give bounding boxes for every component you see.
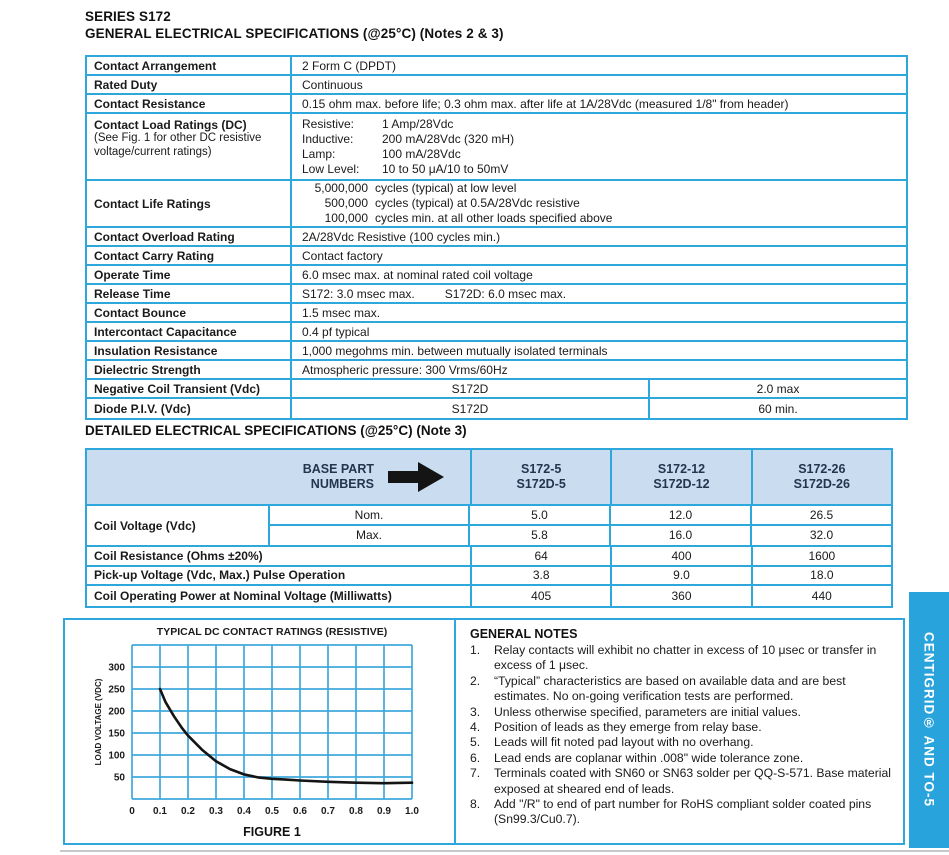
general-notes-title: GENERAL NOTES: [470, 627, 578, 641]
svg-text:TYPICAL DC CONTACT RATINGS (RE: TYPICAL DC CONTACT RATINGS (RESISTIVE): [156, 626, 388, 638]
table-row: [87, 342, 906, 361]
centigrid-to5-side-tab: [909, 592, 949, 848]
spec-value: 2.0 max: [756, 381, 800, 396]
spec-value: Contact factory: [302, 248, 383, 263]
spec-label: Negative Coil Transient (Vdc): [87, 380, 292, 397]
note-item: 8. Add "/R" to end of part number for RoHS compliant solder coated pins (Sn99.3/Cu0.7).: [470, 797, 872, 827]
value-cell: 18.0: [810, 568, 834, 583]
sub-label: Nom.: [270, 506, 470, 524]
value-cell: 5.8: [470, 526, 611, 546]
value-cell: 440: [811, 588, 832, 603]
spec-value: 2 Form C (DPDT): [302, 58, 396, 73]
value-cell: 360: [612, 586, 752, 606]
spec-label: Pick-up Voltage (Vdc, Max.) Pulse Operation: [87, 567, 472, 585]
table-row: [87, 95, 906, 114]
svg-text:0: 0: [129, 806, 135, 817]
figure-and-notes-box: [63, 618, 905, 845]
svg-text:100: 100: [108, 750, 125, 762]
svg-text:0.9: 0.9: [377, 806, 391, 817]
page-bottom-rule: [60, 850, 949, 852]
detailed-specs-table: [85, 448, 893, 608]
spec-value: 2A/28Vdc Resistive (100 cycles min.): [302, 229, 501, 244]
spec-value: Continuous: [302, 77, 363, 92]
table-row: [87, 228, 906, 247]
value-cell: 1600: [808, 548, 836, 563]
sub-label: Max.: [270, 526, 470, 546]
table-row: [87, 323, 906, 342]
value-cell: 405: [472, 586, 612, 606]
svg-text:LOAD VOLTAGE (VDC): LOAD VOLTAGE (VDC): [94, 678, 103, 766]
table-row-coil-operating-power: [87, 586, 891, 606]
spec-label: Rated Duty: [87, 76, 292, 93]
base-part-label: BASE PART: [302, 462, 374, 476]
table-row: [87, 266, 906, 285]
side-tab-label: CENTIGRID® AND TO-5: [921, 632, 937, 808]
svg-text:50: 50: [113, 772, 125, 784]
base-part-numbers-cell: [87, 450, 472, 504]
svg-text:0.4: 0.4: [237, 806, 251, 817]
value-cell: 64: [472, 547, 612, 565]
spec-value: Resistive: 1 Amp/28Vdc Inductive: 200 mA/28Vdc (320 mH) Lamp: 100 mA/28Vdc Low Level: 10 to 50 μA/10 to 50mV: [302, 116, 515, 176]
spec-value: 0.15 ohm max. before life; 0.3 ohm max. after life at 1A/28Vdc (measured 1/8" from header): [302, 96, 789, 111]
general-notes-panel: [456, 620, 903, 843]
svg-text:0.3: 0.3: [209, 806, 223, 817]
value-cell: 5.0: [470, 506, 611, 524]
svg-text:200: 200: [108, 706, 125, 718]
table-row: [87, 57, 906, 76]
note-item: 5. Leads will fit noted pad layout with no overhang.: [470, 735, 754, 750]
base-part-label: NUMBERS: [310, 477, 374, 491]
value-cell: 32.0: [809, 528, 834, 543]
spec-label: Intercontact Capacitance: [87, 323, 292, 340]
spec-part-cell: S172D: [292, 399, 650, 418]
table-row-coil-voltage: [87, 506, 891, 547]
spec-value: 0.4 pf typical: [302, 324, 370, 339]
value-cell: 3.8: [472, 567, 612, 585]
spec-value: 1,000 megohms min. between mutually isolated terminals: [302, 343, 608, 358]
spec-label: Contact Bounce: [87, 304, 292, 321]
general-specs-table: [85, 55, 908, 420]
spec-label: Dielectric Strength: [87, 361, 292, 378]
value-cell: 400: [612, 547, 752, 565]
spec-label: Contact Resistance: [87, 95, 292, 112]
figure1-panel: [65, 620, 456, 843]
figure1-chart: [65, 620, 454, 820]
part-column-header: S172-5 S172D-5: [472, 450, 612, 504]
svg-text:1.0: 1.0: [405, 806, 419, 817]
spec-label-note: (See Fig. 1 for other DC resistive voltage/current ratings): [94, 132, 262, 158]
spec-part-cell: S172D: [292, 380, 650, 397]
series-title: SERIES S172: [85, 9, 171, 24]
spec-label: Coil Operating Power at Nominal Voltage (Milliwatts): [87, 586, 472, 606]
svg-text:0.7: 0.7: [321, 806, 335, 817]
spec-label: Contact Load Ratings (DC) (See Fig. 1 for other DC resistive voltage/current ratings): [87, 114, 292, 179]
value-cell: 12.0: [611, 506, 752, 524]
spec-label: Coil Resistance (Ohms ±20%): [87, 547, 472, 565]
svg-text:0.6: 0.6: [293, 806, 307, 817]
note-item: 1. Relay contacts will exhibit no chatter in excess of 10 μsec or transfer in excess of 1 μsec.: [470, 643, 877, 673]
svg-text:0.8: 0.8: [349, 806, 363, 817]
table-row-release-time: [87, 285, 906, 304]
note-item: 3. Unless otherwise specified, parameters are initial values.: [470, 704, 801, 719]
svg-text:0.2: 0.2: [181, 806, 195, 817]
svg-text:150: 150: [108, 728, 125, 740]
svg-text:0.5: 0.5: [265, 806, 279, 817]
table-row: [87, 304, 906, 323]
note-item: 6. Lead ends are coplanar within .008" wide tolerance zone.: [470, 750, 804, 765]
spec-value: 60 min.: [758, 401, 798, 416]
spec-label: Diode P.I.V. (Vdc): [87, 399, 292, 418]
spec-label: Operate Time: [87, 266, 292, 283]
spec-label: Contact Life Ratings: [87, 181, 292, 226]
spec-label: Contact Arrangement: [87, 57, 292, 74]
table-row-pickup-voltage: [87, 567, 891, 587]
part-column-header: S172-12 S172D-12: [612, 450, 752, 504]
coil-voltage-max-row: [270, 526, 891, 546]
spec-value: 6.0 msec max. at nominal rated coil voltage: [302, 267, 533, 282]
table-row-coil-resistance: [87, 547, 891, 567]
spec-label: Contact Overload Rating: [87, 228, 292, 245]
table-row-contact-life-ratings: [87, 181, 906, 228]
svg-text:250: 250: [108, 684, 125, 696]
value-cell: 16.0: [611, 526, 752, 546]
table-row-diode-piv: [87, 399, 906, 418]
spec-value: 5,000,000 cycles (typical) at low level 500,000 cycles (typical) at 0.5A/28Vdc resistive 100,000 cycles min. at all other loads specified above: [314, 181, 613, 225]
table-row: [87, 361, 906, 380]
note-item: 7. Terminals coated with SN60 or SN63 solder per QQ-S-571. Base material exposed at sheared end of leads.: [470, 766, 891, 796]
right-arrow-icon: [388, 462, 444, 492]
svg-text:0.1: 0.1: [153, 806, 167, 817]
detailed-specs-heading: DETAILED ELECTRICAL SPECIFICATIONS (@25°C) (Note 3): [85, 423, 467, 438]
title-block: [85, 8, 504, 42]
spec-value: 1.5 msec max.: [302, 305, 381, 320]
table-row-negative-coil-transient: [87, 380, 906, 399]
figure-caption: FIGURE 1: [243, 825, 301, 839]
coil-voltage-nom-row: [270, 506, 891, 526]
svg-text:300: 300: [108, 662, 125, 674]
spec-value: Atmospheric pressure: 300 Vrms/60Hz: [302, 362, 508, 377]
spec-label: Contact Carry Rating: [87, 247, 292, 264]
spec-value: S172: 3.0 msec max. S172D: 6.0 msec max.: [302, 286, 567, 301]
value-cell: 9.0: [612, 567, 752, 585]
note-item: 4. Position of leads as they emerge from relay base.: [470, 720, 762, 735]
spec-label: Coil Voltage (Vdc): [87, 506, 270, 545]
spec-label: Release Time: [87, 285, 292, 302]
table-row: [87, 76, 906, 95]
table-row: [87, 247, 906, 266]
detailed-table-header: [87, 450, 891, 506]
note-item: 2. “Typical” characteristics are based on available data and are best estimates. No on-going verification tests are performed.: [470, 673, 846, 704]
general-specs-heading: GENERAL ELECTRICAL SPECIFICATIONS (@25°C) (Notes 2 & 3): [85, 26, 504, 41]
spec-label: Insulation Resistance: [87, 342, 292, 359]
value-cell: 26.5: [809, 507, 834, 522]
table-row-contact-load-ratings: [87, 114, 906, 181]
part-column-header: S172-26 S172D-26: [793, 462, 850, 491]
